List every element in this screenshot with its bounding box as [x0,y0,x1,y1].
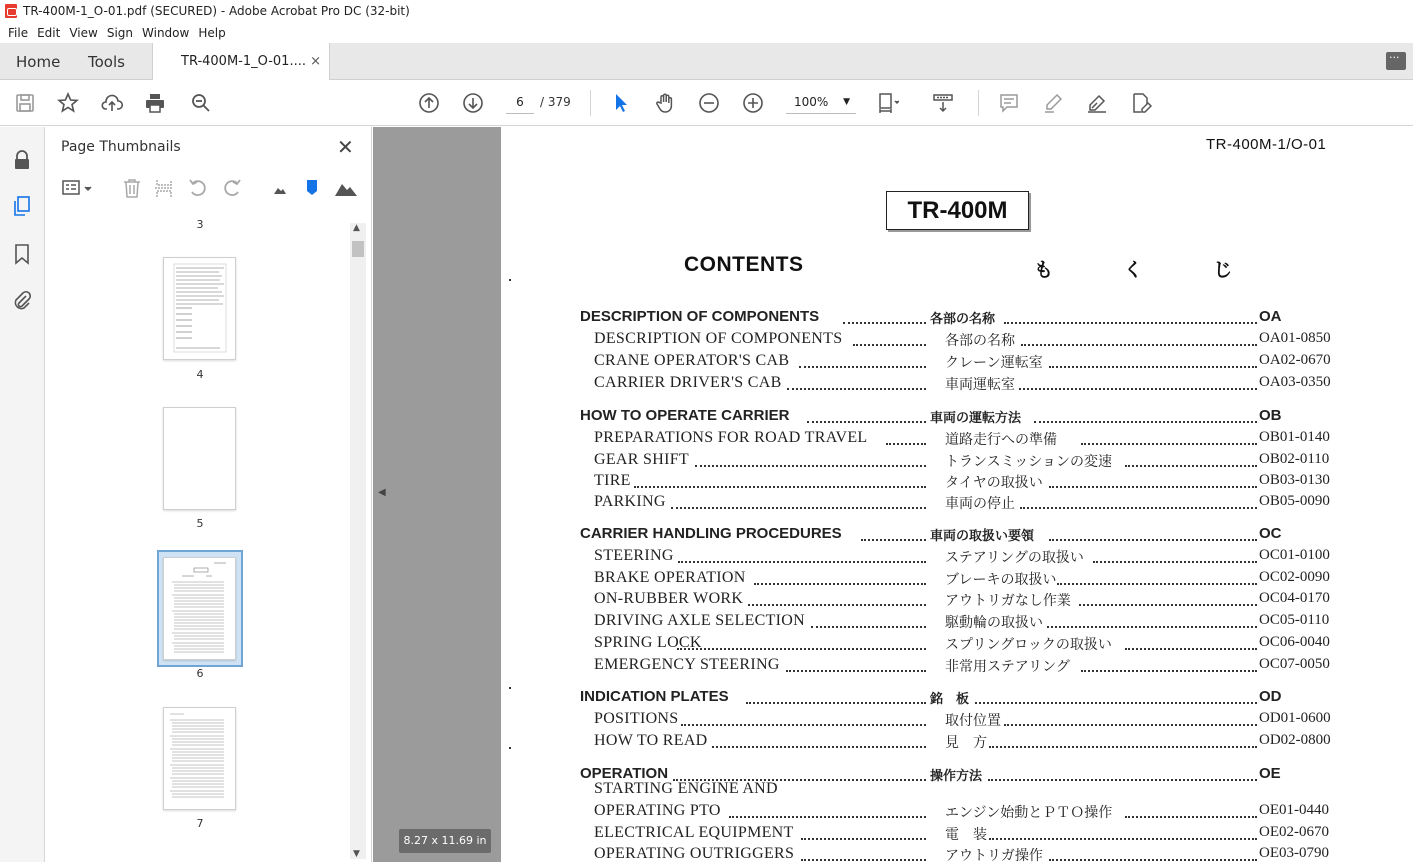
bookmark-star-icon[interactable] [55,90,81,116]
toc-item-code: OA01-0850 [1259,330,1331,346]
toc-item-row [501,590,1413,612]
toc-section-title-jp: 各部の名称 [930,312,996,327]
page-size-badge: 8.27 x 11.69 in [399,829,491,853]
thumbnail-size-large-icon[interactable] [333,177,359,199]
leader-dots [634,466,926,488]
leader-dots [1049,346,1257,368]
leader-dots [1019,368,1257,390]
toc-item-title-jp: ブレーキの取扱い [945,572,1057,588]
page-thumbnails-panel [45,127,372,862]
leader-dots [1004,302,1257,324]
zoom-search-icon[interactable] [188,90,214,116]
leader-dots [1020,487,1257,509]
thumbnail-label: 3 [196,218,204,231]
toc-item-title: PARKING [594,493,666,510]
upload-cloud-icon[interactable] [99,90,125,116]
toc-item-code: OE01-0440 [1259,802,1329,818]
leader-dots [1081,423,1257,445]
scan-speck [509,687,511,689]
select-cursor-icon[interactable] [608,90,634,116]
leader-dots [975,682,1257,704]
leader-dots [853,324,926,346]
leader-dots [746,682,926,704]
scroll-up-icon[interactable]: ▲ [353,223,360,233]
title-bar [0,0,1413,22]
toc-section-row [501,525,1413,547]
thumbnail-label: 7 [196,817,204,830]
model-logo-box: TR-400M [886,191,1029,230]
menu-sign[interactable]: Sign [106,25,134,40]
toc-section-title: HOW TO OPERATE CARRIER [580,407,790,424]
toc-item-code: OE03-0790 [1259,845,1329,861]
document-id: TR-400M-1/O-01 [1206,136,1327,153]
scroll-down-icon[interactable]: ▼ [353,849,360,859]
toc-item-row [501,612,1413,634]
toc-item-code: OA03-0350 [1259,374,1331,390]
toc-item-row [501,569,1413,591]
leader-dots [886,423,926,445]
lock-icon[interactable] [11,149,33,171]
toc-item-row [501,493,1413,515]
leader-dots [801,818,926,840]
toc-item-code: OD02-0800 [1259,732,1331,748]
draw-sign-icon[interactable] [1084,90,1110,116]
toc-item-title-jp: アウトリガなし作業 [945,593,1071,609]
leader-dots [811,606,926,628]
toc-item-title: TIRE [594,472,631,489]
leader-dots [988,759,1257,781]
toc-item-row [501,374,1413,396]
leader-dots [678,541,926,563]
toc-item-title: BRAKE OPERATION [594,569,746,586]
toc-item-row [501,780,1413,824]
toc-item-title-line2: OPERATING PTO [594,802,721,819]
leader-dots [1004,704,1257,726]
leader-dots [861,519,926,541]
toc-item-code: OC04-0170 [1259,590,1330,606]
menu-edit[interactable]: Edit [37,25,61,40]
toc-item-code: OB01-0140 [1259,429,1330,445]
toc-section-code: OD [1259,688,1282,705]
toc-section-code: OC [1259,525,1282,542]
toc-item-row [501,732,1413,754]
options-menu-icon[interactable] [61,177,95,199]
toc-item-title-jp: アウトリガ操作 [945,848,1043,862]
leader-dots [1034,401,1257,423]
toc-item-title-jp: 車両運転室 [945,377,1015,393]
toc-section-row [501,308,1413,330]
leader-dots [1093,541,1257,563]
highlight-pen-icon[interactable] [1040,90,1066,116]
leader-dots [1125,796,1257,818]
tab-bar [0,43,1413,80]
leader-dots [1081,650,1257,672]
leader-dots [1049,519,1257,541]
leader-dots [1021,324,1257,346]
page-thumbnail-7[interactable] [163,707,236,810]
toc-item-row [501,634,1413,656]
tab-home[interactable]: Home [16,53,61,71]
page-fit-icon[interactable] [875,90,901,116]
toc-item-code: OC02-0090 [1259,569,1330,585]
leader-dots [799,346,926,368]
toc-item-title: OPERATING OUTRIGGERS [594,845,795,862]
page-thumbnails-icon[interactable] [11,195,33,217]
thumbnail-list[interactable] [45,215,372,860]
leader-dots [1049,839,1257,861]
toc-item-title: DRIVING AXLE SELECTION [594,612,806,629]
menu-help[interactable]: Help [198,25,226,40]
toc-item-title-jp: クレーン運転室 [945,355,1043,371]
hand-tool-icon[interactable] [652,90,678,116]
toc-item-title-jp: 各部の名称 [945,333,1015,349]
toc-item-code: OC01-0100 [1259,547,1330,563]
toc-item-code: OB05-0090 [1259,493,1330,509]
toc-item-title: STEERING [594,547,674,564]
menu-file[interactable]: File [8,25,29,40]
leader-dots [989,726,1257,748]
leader-dots [1057,563,1257,585]
left-navigation-rail [0,127,45,862]
toc-section-code: OA [1259,308,1282,325]
menu-view[interactable]: View [69,25,98,40]
rotate-right-icon[interactable] [221,177,243,199]
toc-item-code: OA02-0670 [1259,352,1331,368]
toc-item-code: OC06-0040 [1259,634,1330,650]
toc-item-row [501,710,1413,732]
toc-section-row [501,407,1413,429]
thumbnail-toolbar [57,177,362,203]
leader-dots [712,726,926,748]
toc-item-title-jp: 車両の停止 [945,496,1015,512]
toc-item-title-jp: 見 方 [945,735,987,751]
leader-dots [801,839,926,861]
thumbnail-scrollbar[interactable] [350,223,366,859]
page-thumbnail-4[interactable] [163,257,236,360]
toc-section-title-jp: 操作方法 [930,769,983,784]
leader-dots [1049,466,1257,488]
toc-item-title-jp: 駆動輪の取扱い [945,615,1043,631]
scan-speck [509,747,511,749]
toc-item-code: OD01-0600 [1259,710,1331,726]
window-title: TR-400M-1_O-01.pdf (SECURED) - Adobe Acrobat Pro DC (32-bit) [23,4,410,18]
bookmarks-icon[interactable] [11,243,33,265]
tab-document-label: TR-400M-1_O-01.... [181,54,306,69]
toc-item-title: DESCRIPTION OF COMPONENTS [594,330,843,347]
leader-dots [787,368,926,390]
tab-tools[interactable]: Tools [88,53,125,71]
menu-window[interactable]: Window [142,25,190,40]
toolbar-divider [590,90,591,116]
zoom-out-icon[interactable] [696,90,722,116]
leader-dots [681,704,926,726]
toc-item-title: GEAR SHIFT [594,451,690,468]
toc-item-row [501,330,1413,352]
leader-dots [807,401,926,423]
scrollbar-thumb[interactable] [352,241,364,257]
toc-item-title: STARTING ENGINE AND [594,780,778,797]
leader-dots [671,487,926,509]
toc-item-row [501,845,1413,862]
leader-dots [729,796,926,818]
comment-icon[interactable] [996,90,1022,116]
tab-document[interactable] [152,43,330,81]
thumbnail-size-small-icon[interactable] [269,177,291,199]
toc-item-title: CRANE OPERATOR'S CAB [594,352,790,369]
contents-heading: CONTENTS [684,253,804,276]
toc-item-row [501,656,1413,678]
leader-dots [754,563,926,585]
panel-title: Page Thumbnails [61,139,181,155]
comment-panel-icon[interactable] [1386,52,1406,70]
scroll-mode-icon[interactable] [930,90,956,116]
toc-item-title: EMERGENCY STEERING [594,656,780,673]
print-icon[interactable] [142,90,168,116]
toc-item-title-jp: ステアリングの取扱い [945,550,1084,566]
save-icon[interactable] [12,90,38,116]
leader-dots [1047,606,1257,628]
thumbnail-label: 6 [196,667,204,680]
toc-section-title: OPERATION [580,765,669,782]
toc-item-title-jp: 電 装 [945,827,987,843]
leader-dots [673,759,926,781]
toc-item-code: OB03-0130 [1259,472,1330,488]
toc-section-code: OB [1259,407,1282,424]
leader-dots [1125,445,1257,467]
edit-document-icon[interactable] [1128,90,1154,116]
toc-item-title-jp: エンジン始動とＰＴＯ操作 [945,805,1113,821]
toc-item-title: SPRING LOCK [594,634,702,651]
rotate-left-icon[interactable] [187,177,209,199]
toc-item-title: ELECTRICAL EQUIPMENT [594,824,794,841]
acrobat-pdf-icon [5,4,17,18]
toc-section-title-jp: 銘 板 [930,692,970,707]
toc-item-title: HOW TO READ [594,732,708,749]
toc-section-title-jp: 車両の取扱い要領 [930,529,1035,544]
thumbnail-size-slider-icon[interactable] [301,177,323,199]
zoom-level-select[interactable] [786,90,856,114]
toc-item-row [501,547,1413,569]
leader-dots [1125,628,1257,650]
delete-page-icon[interactable] [121,177,143,199]
leader-dots [695,445,926,467]
page-total: / 379 [540,95,571,109]
previous-page-icon[interactable] [416,90,442,116]
close-icon[interactable]: ✕ [337,135,354,159]
toc-section-code: OE [1259,765,1281,782]
toc-item-code: OC07-0050 [1259,656,1330,672]
pdf-page [501,127,1413,862]
toc-section-title: DESCRIPTION OF COMPONENTS [580,308,820,325]
toc-item-code: OB02-0110 [1259,451,1330,467]
menu-bar [0,22,1413,43]
leader-dots [989,818,1257,840]
leader-dots [748,584,926,606]
extract-page-icon[interactable] [153,177,175,199]
leader-dots [786,650,926,672]
attachments-icon[interactable] [11,289,33,311]
toolbar [0,80,1413,126]
toc-section-title: INDICATION PLATES [580,688,729,705]
toc-item-code: OC05-0110 [1259,612,1330,628]
mokuji-heading: も く じ [1034,259,1255,281]
page-thumbnail-5[interactable] [163,407,236,510]
toc-item-title: PREPARATIONS FOR ROAD TRAVEL [594,429,868,446]
toc-item-row [501,429,1413,451]
page-thumbnail-6[interactable] [163,557,236,660]
toc-section-title: CARRIER HANDLING PROCEDURES [580,525,842,542]
page-number-input[interactable]: 6 [506,90,534,114]
leader-dots [1079,584,1257,606]
thumbnail-label: 4 [196,368,204,381]
collapse-panel-icon[interactable]: ◀ [378,487,386,498]
toc-item-title-jp: スプリングロックの取扱い [945,637,1112,653]
toc-item-row [501,824,1413,846]
toc-section-row [501,688,1413,710]
zoom-level-value: 100% [794,95,829,109]
toc-item-title: CARRIER DRIVER'S CAB [594,374,782,391]
toc-item-title-jp: タイヤの取扱い [945,475,1043,491]
tab-close-icon[interactable]: × [310,54,321,69]
toc-item-title-jp: トランスミッションの変速 [945,454,1113,470]
toc-item-title-jp: 非常用ステアリング [945,659,1070,675]
toc-item-code: OE02-0670 [1259,824,1329,840]
chevron-down-icon: ▼ [843,97,850,107]
toc-item-row [501,352,1413,374]
toc-item-title-jp: 取付位置 [945,713,1001,729]
toc-item-title: ON-RUBBER WORK [594,590,744,607]
toc-item-title-jp: 道路走行への準備 [945,432,1057,448]
scan-speck [509,279,511,281]
thumbnail-label: 5 [196,517,204,530]
toc-item-title: POSITIONS [594,710,679,727]
toolbar-divider [978,90,979,116]
next-page-icon[interactable] [460,90,486,116]
toc-section-title-jp: 車両の運転方法 [930,411,1022,426]
zoom-in-icon[interactable] [740,90,766,116]
leader-dots [677,628,926,650]
leader-dots [843,302,926,324]
toc-item-row [501,472,1413,494]
